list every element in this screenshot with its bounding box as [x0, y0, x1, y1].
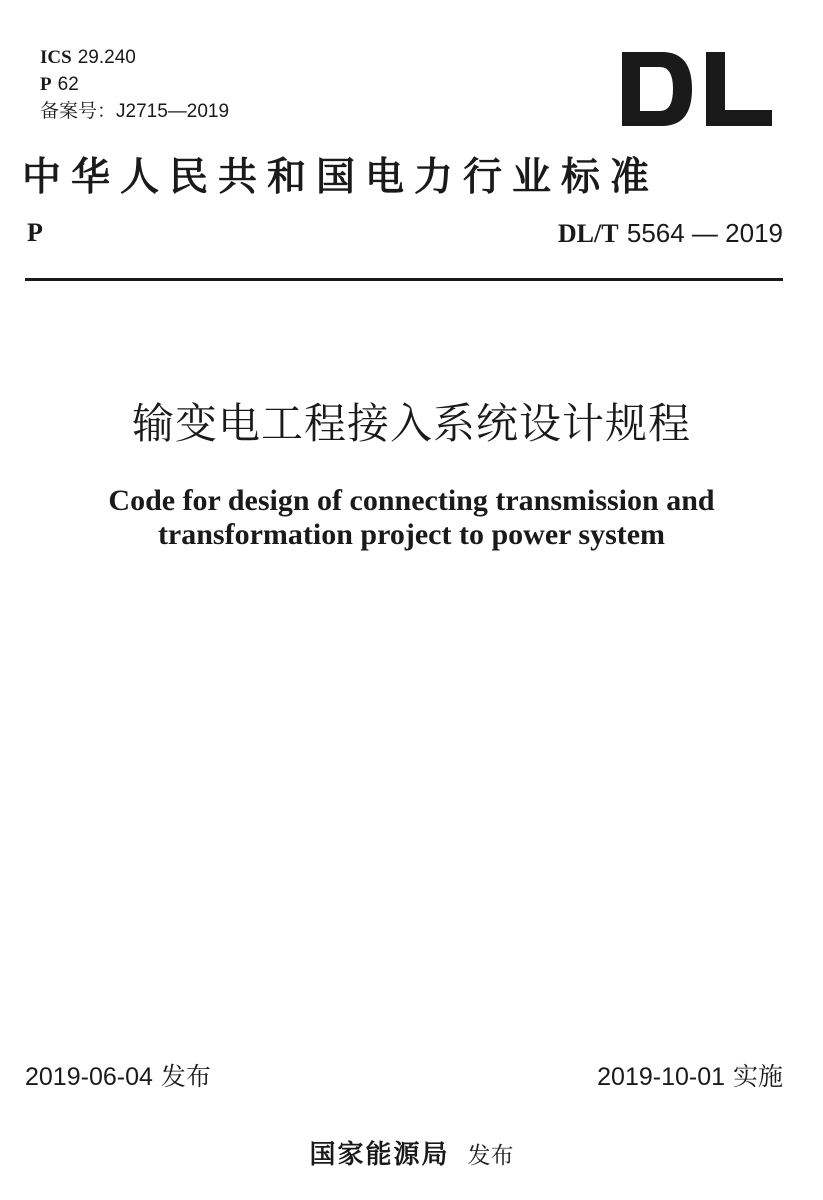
classification-code — [40, 71, 229, 98]
issuing-industry-title: 中华人民共和国电力行业标准 — [22, 154, 660, 200]
standard-category: P — [27, 218, 43, 247]
publisher-action: 发布 — [467, 1143, 514, 1169]
english-title-line-2: transformation project to power system — [157, 518, 666, 551]
issue-date-block — [25, 1057, 211, 1093]
dl-logo-icon — [622, 52, 772, 126]
publisher-org: 国家能源局 — [309, 1140, 450, 1170]
ics-code — [40, 44, 229, 71]
standard-number — [558, 218, 783, 249]
issue-date: 2019-06-04 — [25, 1063, 153, 1091]
implement-label: 实施 — [732, 1062, 783, 1091]
standard-symbol: DL/T — [557, 219, 619, 248]
english-title — [0, 484, 823, 552]
ics-value: 29.240 — [77, 47, 136, 68]
english-title-line-1: Code for design of connecting transmission and — [108, 484, 715, 517]
classification-value: 62 — [57, 74, 79, 95]
ics-label: ICS — [40, 47, 72, 68]
cover-metadata — [40, 44, 229, 125]
implement-date-block — [597, 1057, 783, 1093]
publisher-line — [0, 1134, 823, 1171]
classification-label: P — [40, 74, 52, 95]
chinese-title: 输变电工程接入系统设计规程 — [131, 399, 691, 448]
record-label: 备案号： — [40, 100, 117, 122]
record-number — [40, 98, 229, 125]
header-divider — [25, 278, 783, 281]
implement-date: 2019-10-01 — [597, 1063, 726, 1091]
standard-number-value: 5564 — 2019 — [626, 218, 783, 248]
issue-label: 发布 — [160, 1062, 211, 1091]
record-value: J2715—2019 — [116, 101, 230, 122]
